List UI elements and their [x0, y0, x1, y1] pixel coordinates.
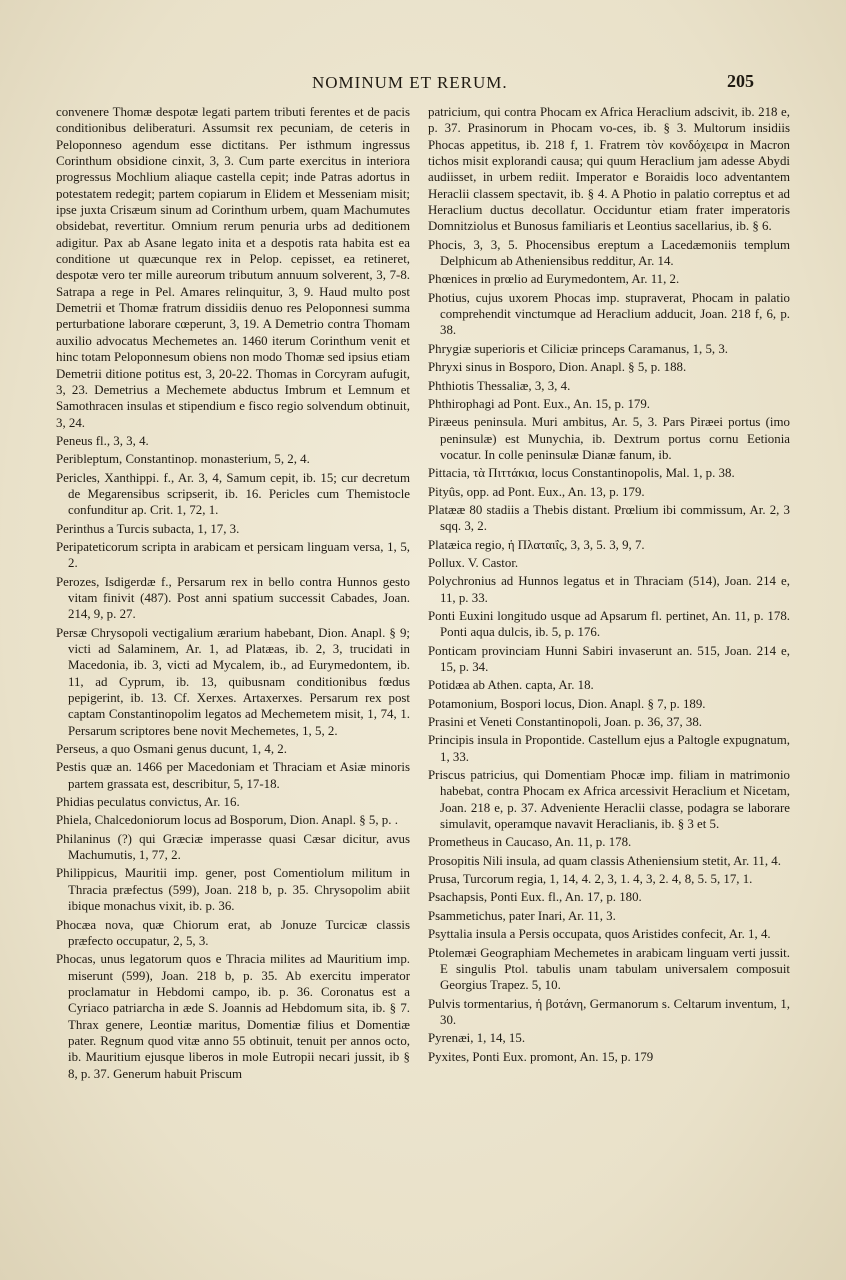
- index-entry: Pestis quæ an. 1466 per Macedoniam et Thraciam et Asiæ minoris partem grassata est, describitur, 5, 17-18.: [56, 760, 410, 791]
- index-entry: Phiela, Chalcedoniorum locus ad Bosporum, Dion. Anapl. § 5, p. .: [56, 813, 398, 828]
- index-entry: Pityûs, opp. ad Pont. Eux., An. 13, p. 179.: [428, 484, 645, 499]
- header-title: NOMINUM ET RERUM.: [312, 73, 508, 92]
- index-entry: Perinthus a Turcis subacta, 1, 17, 3.: [56, 521, 240, 536]
- index-entry: Priscus patricius, qui Domentiam Phocæ imp. filiam in matrimonio habebat, contra Phocam ex Africa arcessivit Heraclium et Nicetam, Joan. 218 e, p. 37. Adveniente Heraclii classe, podagra se laborare simulavit, operamque navavit Heraclianis, ib. § 3 et 5.: [428, 768, 790, 832]
- index-entry: Peneus fl., 3, 3, 4.: [56, 433, 149, 448]
- index-entry: Piræeus peninsula. Muri ambitus, Ar. 5, 3. Pars Piræei portus (imo peninsulæ) est Munychia, ib. Dextrum portus cornu Eetionia vocatur. In colle peninsulæ Dianæ fanum, ib.: [428, 415, 790, 462]
- index-entry: Phocæa nova, quæ Chiorum erat, ab Jonuze Turcicæ classis præfecto occupatur, 2, 5, 3.: [56, 917, 410, 948]
- index-entry: Phryxi sinus in Bosporo, Dion. Anapl. § 5, p. 188.: [428, 360, 687, 375]
- index-entry: Pittacia, τὰ Πιττάκια, locus Constantinopolis, Mal. 1, p. 38.: [428, 466, 735, 481]
- index-entry: Photius, cujus uxorem Phocas imp. stupraverat, Phocam in palatio comprehendit vinctumque ad Heraclium adducit, Joan. 218 f, 6, p. 38.: [428, 290, 790, 338]
- index-entry: Phœnices in prœlio ad Eurymedontem, Ar. 11, 2.: [428, 272, 680, 287]
- index-entry: Philaninus (?) qui Græciæ imperasse quasi Cæsar dicitur, avus Machumutis, 1, 77, 2.: [56, 831, 410, 863]
- index-entry: Pulvis tormentarius, ἡ βοτάνη, Germanorum s. Celtarum inventum, 1, 30.: [428, 996, 790, 1027]
- index-entry: Potamonium, Bospori locus, Dion. Anapl. § 7, p. 189.: [428, 696, 706, 711]
- index-entry: Psachapsis, Ponti Eux. fl., An. 17, p. 180.: [428, 890, 642, 905]
- index-entry: Platææ 80 stadiis a Thebis distant. Prœlium ibi commissum, Ar. 2, 3 sqq. 3, 2.: [428, 502, 790, 534]
- index-entry: Prometheus in Caucaso, An. 11, p. 178.: [428, 835, 632, 850]
- index-entry: Ponti Euxini longitudo usque ad Apsarum fl. pertinet, An. 11, p. 178. Ponti aqua dulcis, ib. 5, p. 176.: [428, 608, 790, 640]
- index-entry: Persæ Chrysopoli vectigalium ærarium habebant, Dion. Anapl. § 9; victi ad Salaminem, Ar. 1, ad Platæas, ib. 2, 3, trucidati in Macedonia, ib. 3, victi ad Mycalem, ib., ad Eurymedontem, ib. 11, ad Cyprum, ib. 13, quibusnam conditionibus fœdus pepigerint, ib. 13. Cf. Xerxes. Artaxerxes. Persarum rex post captam Constantinopolim legatos ad Mechemetem misit, 1, 74, 1. Persarum scriptores bene novit Mechemetes, 1, 5, 2.: [56, 625, 410, 738]
- index-entry: Ptolemæi Geographiam Mechemetes in arabicam linguam verti jussit. E singulis Ptol. tabulis unam tabulam universalem composuit Georgius Trapez. 5, 10.: [428, 945, 790, 993]
- index-entry: Philippicus, Mauritii imp. gener, post Comentiolum militum in Thracia præfectus (599), Joan. 218 b, p. 35. Chrysopolim abiit ibique monachus vixit, ib. p. 36.: [56, 866, 410, 914]
- index-entry: Potidæa ab Athen. capta, Ar. 18.: [428, 678, 594, 693]
- index-entry: Platæica regio, ἡ Πλαταιΐς, 3, 3, 5. 3, 9, 7.: [428, 537, 645, 552]
- index-entry: Pyxites, Ponti Eux. promont, An. 15, p. 179: [428, 1049, 654, 1064]
- index-entry: Phocas, unus legatorum quos e Thracia milites ad Mauritium imp. miserunt (599), Joan. 218 b, p. 35. Ab exercitu imperator proclamatur in Hebdomi campo, ib. p. 36. Coronatus est a Cyriaco patriarcha in æde S. Joannis ad Hebdomum sita, ib. § 7. Thrax genere, Leontiæ maritus, Domentiæ filius et Domentiæ pater. Regnum quod vitæ anno 55 obtinuit, tenuit per annos octo, ib. Mauritium ejusque liberos in mole Eutropii necari jussit, ib § 8, p. 37. Generum habuit Priscum: [56, 952, 410, 1081]
- index-entry: Pollux. V. Castor.: [428, 555, 519, 570]
- index-entry: Phthirophagi ad Pont. Eux., An. 15, p. 179.: [428, 396, 651, 411]
- left-column: [56, 104, 410, 1084]
- index-entry: Ponticam provinciam Hunni Sabiri invaserunt an. 515, Joan. 214 e, 15, p. 34.: [428, 643, 790, 674]
- running-header: [0, 70, 846, 94]
- index-entry: Phocis, 3, 3, 5. Phocensibus ereptum a Lacedæmoniis templum Delphicum ab Atheniensibus redditur, Ar. 14.: [428, 237, 790, 269]
- index-entry: Pericles, Xanthippi. f., Ar. 3, 4, Samum cepit, ib. 15; cur decretum de Megarensibus scripserit, ib. 16. Pericles cum Themistocle confunditur ap. Crit. 1, 72, 1.: [56, 470, 410, 518]
- index-entry: Psyttalia insula a Persis occupata, quos Aristides confecit, Ar. 1, 4.: [428, 927, 771, 942]
- index-entry: Phrygiæ superioris et Ciliciæ princeps Caramanus, 1, 5, 3.: [428, 341, 729, 356]
- right-column: [428, 104, 790, 1067]
- page-number: 205: [727, 71, 754, 91]
- index-entry: Phthiotis Thessaliæ, 3, 3, 4.: [428, 378, 571, 393]
- index-entry: Pyrenæi, 1, 14, 15.: [428, 1031, 526, 1046]
- index-entry: Prusa, Turcorum regia, 1, 14, 4. 2, 3, 1. 4, 3, 2. 4, 8, 5. 5, 17, 1.: [428, 872, 753, 887]
- index-entry: Prasini et Veneti Constantinopoli, Joan. p. 36, 37, 38.: [428, 715, 703, 730]
- index-entry: Phidias peculatus convictus, Ar. 16.: [56, 795, 240, 810]
- index-entry: Peripateticorum scripta in arabicam et persicam linguam versa, 1, 5, 2.: [56, 539, 410, 571]
- index-entry: Prosopitis Nili insula, ad quam classis Atheniensium stetit, Ar. 11, 4.: [428, 853, 781, 868]
- index-entry: Perseus, a quo Osmani genus ducunt, 1, 4, 2.: [56, 742, 287, 757]
- index-entry: Polychronius ad Hunnos legatus et in Thraciam (514), Joan. 214 e, 11, p. 33.: [428, 574, 790, 605]
- index-entry: Principis insula in Propontide. Castellum ejus a Paltogle expugnatum, 1, 33.: [428, 733, 790, 764]
- index-entry: Psammetichus, pater Inari, Ar. 11, 3.: [428, 908, 616, 923]
- index-entry: convenere Thomæ despotæ legati partem tributi ferentes et de pacis conditionibus deliberaturi. Assumsit rex pecuniam, de ceteris in Peloponneso agendum esse dictitans. Per isthmum ingressus Corinthum obsidione cinxit, 3, 3. Cum parte exercitus in interiora progressus Mochlium aliaque castella cepit; inde Patras adortus in potestatem redegit; partem copiarum in Elidem et Messeniam misit; ipse juxta Crisæum sinum ad Corinthum urbem, quam Machumutes obsidebat, revertitur. Omnium rerum penuria urbs ad deditionem adigitur. Pax ab Asane legato inita et a despotis rata habita est ea conditione ut quæcunque rex in Pelop. cepisset, ea retineret, despotæ vero ter mille aureorum tributum annuum solverent, 3, 7-8. Satrapa a rege in Pel. Amares relinquitur, 3, 9. Haud multo post Demetrii et Thomæ fratrum dissidiis denuo res Peloponnesi summa perturbatione laborare cœperunt, 3, 19. A Demetrio contra Thomam auxilio advocatus Mechemetes an. 1460 iterum Corinthum venit et hinc totam Peloponnesum obiens non modo Thomæ sed ipsius etiam Demetrii ditione potitus est, 3, 20-22. Thomas in Corcyram aufugit, 3, 23. Demetrius a Mechemete abductus Imbrum et Lemnum et Samothracen insulas et stipendium e fisco regio solvendum obtinuit, 3, 24.: [56, 105, 410, 430]
- index-entry: Perozes, Isdigerdæ f., Persarum rex in bello contra Hunnos gesto vitam finivit (487). Post anni spatium successit Cabades, Joan. 214, 9, p. 27.: [56, 574, 410, 622]
- index-entry: patricium, qui contra Phocam ex Africa Heraclium adscivit, ib. 218 e, p. 37. Prasinorum in Phocam vo-ces, ib. § 3. Multorum insidiis Phocas appetitus, ib. 218 f, 1. Fratrem τὸν κονδόχειρα in Macron tichos misit explorandi causa; qui quum Heraclium jam adesse Abydi audiisset, in urbem rediit. Imperator e Boraidis loco adventantem Heraclii classem spectavit, ib. § 4. A Photio in palatio correptus et ad Heraclium ductus decollatur. Occiduntur etiam frater imperatoris Domnitziolus et Bunosus familiaris et Leontius sacellarius, ib. § 6.: [428, 105, 790, 234]
- index-entry: Peribleptum, Constantinop. monasterium, 5, 2, 4.: [56, 452, 310, 467]
